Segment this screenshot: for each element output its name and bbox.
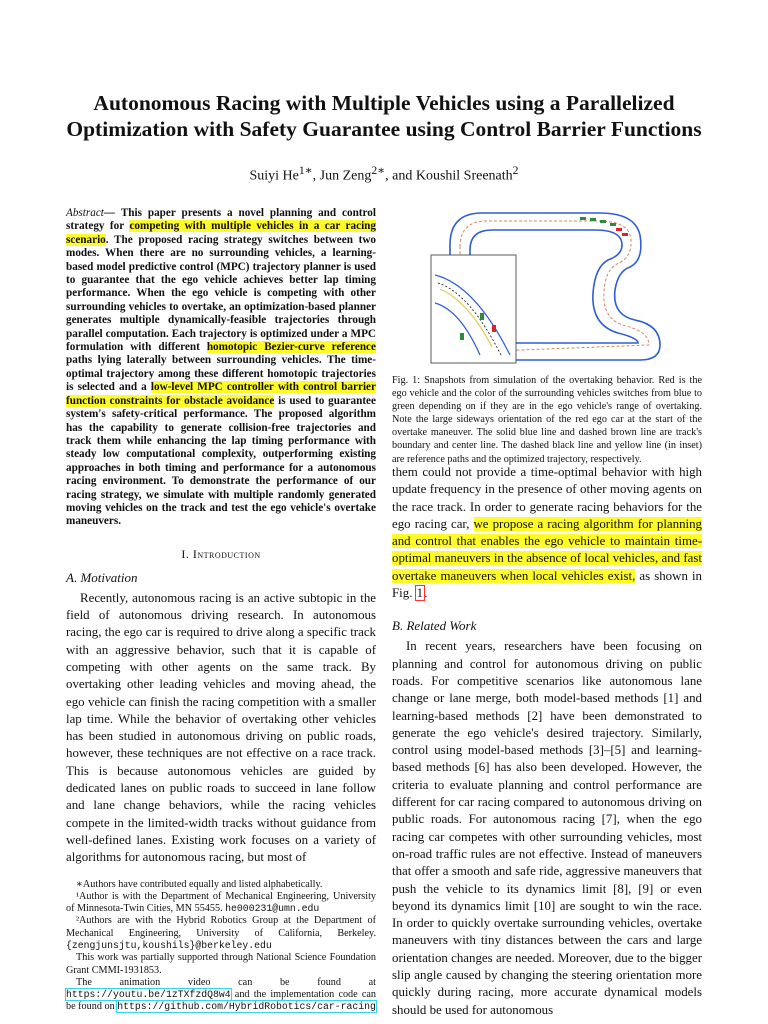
email-link[interactable]: {zengjunsjtu,koushils}@berkeley.edu (66, 939, 272, 951)
inset-zoom (431, 255, 516, 363)
figure-1-track-snapshot (430, 205, 670, 365)
footnote-links (66, 977, 376, 1014)
author-2-affil: 2∗ (371, 164, 386, 177)
subsection-heading-related-work: B. Related Work (392, 618, 477, 634)
abstract-text: This paper presents a novel planning and control strategy for (66, 207, 376, 233)
author-1-affil: 1∗ (298, 164, 313, 177)
subsection-heading-motivation: A. Motivation (66, 569, 138, 585)
title-line-2: Optimization with Safety Guarantee using Control Barrier Functions (66, 117, 702, 141)
footnote-text: The animation video can be found at (76, 976, 376, 988)
author-list (60, 162, 708, 186)
abstract-highlight-3: low-level MPC controller with control barrier function constraints for obstacle avoidance (66, 381, 376, 407)
paper-title (60, 90, 708, 142)
title-line-1: Autonomous Racing with Multiple Vehicles using a Parallelized (93, 91, 675, 115)
author-3-affil: 2 (512, 164, 519, 177)
code-url-link[interactable]: https://github.com/HybridRobotics/car-racing (117, 1001, 376, 1013)
abstract-highlight-2: homotopic Bezier-curve reference (206, 341, 376, 354)
video-url-link[interactable]: https://youtu.be/1zTXfzdQ8w4 (66, 989, 231, 1001)
abstract (66, 207, 376, 529)
abstract-text: . The proposed racing strategy switches between two modes. When there are no surrounding vehicles, a learning-based model predictive control (MPC) trajectory planner is used to guarantee that the ego vehicle achieves better lap timing performance. When the ego vehicle is competing with other surrounding vehicles to overtake, an optimization-based planner generates multiple dynamically-feasible trajectories through parallel computation. Each trajectory is optimized under a MPC formulation with different (66, 233, 376, 354)
abstract-highlight-1: competing with multiple vehicles in a car racing scenario (66, 220, 377, 246)
footnote-affiliation-2 (66, 915, 376, 952)
footnotes (66, 879, 376, 1014)
footnote-funding: This work was partially supported through National Science Foundation Grant CMMI-1931853. (66, 952, 376, 976)
footnote-text: ²Authors are with the Hybrid Robotics Group at the Department of Mechanical Engineering, University of California, Berkeley. (66, 915, 376, 939)
contribution-highlight: we propose a racing algorithm for planning and control that enables the ego vehicle to maintain time-optimal maneuvers in the absence of local vehicles, and fast overtake maneuvers when local vehicles exist, (392, 516, 702, 583)
abstract-label: Abstract (66, 207, 104, 219)
footnote-equal-contribution: ∗Authors have contributed equally and listed alphabetically. (76, 878, 323, 890)
motivation-paragraph: Recently, autonomous racing is an active subtopic in the field of autonomous driving research. In autonomous racing, the ego car is required to drive along a specific track with an aggressive behavior, such that it is capable of competing with other agents on the same track. By overtaking other leading vehicles and moving ahead, the ego vehicle can finish the racing competition with a smaller lap time. While the behavior of overtaking other vehicles has been studied in autonomous driving on public roads, however, these techniques are not effective on a race track. This is because autonomous vehicles are guided by dedicated lanes on public roads to succeed in lane follow and lane change behaviors, while the racing vehicles compete in the limited-width tracks without guidance from well-defined lanes. Existing work focuses on a variety of algorithms for autonomous racing, but most of (66, 590, 376, 865)
footnote-affiliation-1 (66, 891, 376, 916)
intro-continuation-paragraph (392, 464, 702, 602)
author-1: Suiyi He (249, 168, 299, 184)
figure-caption-column (392, 374, 702, 466)
paragraph-text: them could not provide a time-optimal behavior with high update frequency in the presence of other moving agents on the race track. In order to generate racing behaviors for the ego racing car, (392, 465, 702, 531)
footnote-text: and the implementation code can be found on (66, 989, 376, 1013)
right-column (392, 464, 702, 1019)
paragraph-text: . (424, 586, 428, 601)
author-3: Koushil Sreenath (415, 168, 513, 184)
author-separator: , (312, 168, 320, 184)
footnote-text: ¹Author is with the Department of Mechanical Engineering, University of Minnesota-Twin Cities, MN 55455. (66, 890, 376, 915)
abstract-text: paths lying laterally between surrounding vehicles. The time-optimal trajectory among these different homotopic trajectories is selected and a (66, 354, 376, 394)
abstract-dash: — (103, 207, 121, 219)
vehicle-snapshots (580, 217, 628, 236)
related-work-paragraph: In recent years, researchers have been focusing on planning and control for autonomous driving on public roads. For competitive scenarios like autonomous lane change or lane merge, both model-based methods [1] and learning-based methods [2] have been demonstrated to generate the ego vehicle's desired trajectory. Similarly, control using model-based methods [3]–[5] and learning-based methods [6] has also been developed. However, the criteria to evaluate planning and control performance are different for car racing compared to autonomous driving on public roads. For autonomous racing [7], when the ego racing car competes with other surrounding vehicles, most on-road traffic rules are not effective. Instead of maneuvers that offer a smooth and safe ride, aggressive maneuvers that push the vehicle to its dynamics limit [8], [9] or even beyond its dynamics limit [10] are sought to win the race. In order to quickly overtake surrounding vehicles, overtake maneuvers with tiny distances between the cars and large orientation changes are needed. Moreover, due to the bigger slip angle caused by changing the steering orientation more quickly during racing, more accurate dynamical models should be used for autonomous (392, 639, 702, 1017)
author-2: Jun Zeng (319, 168, 372, 184)
section-heading-introduction: I. Introduction (181, 546, 261, 561)
abstract-text: is used to guarantee system's safety-critical performance. The proposed algorithm has the capability to generate collision-free trajectories and track them while enhancing the lap timing performance with steady low computational complexity, outperforming existing approaches in both timing and performance for a autonomous racing environment. To demonstrate the performance of our racing strategy, we simulate with multiple randomly generated moving vehicles on the track and test the ego vehicle's overtake maneuvers. (66, 394, 376, 528)
figure-1-caption: Fig. 1: Snapshots from simulation of the overtaking behavior. Red is the ego vehicle and the color of the surrounding vehicles switches from blue to green depending on if they are in the ego vehicle's range of overtaking. Note the large sideways orientation of the red ego car at the start of the overtake maneuver. The solid blue line and dashed brown line are track's boundary and center line. The dashed black line and yellow line (in inset) are reference paths and the optimized trajectory, respectively. (392, 375, 702, 465)
author-separator: , and (385, 168, 416, 184)
left-column (66, 207, 376, 1014)
paragraph-text: as shown in Fig. (392, 568, 702, 601)
email-link[interactable]: he000231@umn.edu (225, 903, 320, 915)
figure-1-reference-link[interactable]: 1 (416, 586, 424, 601)
